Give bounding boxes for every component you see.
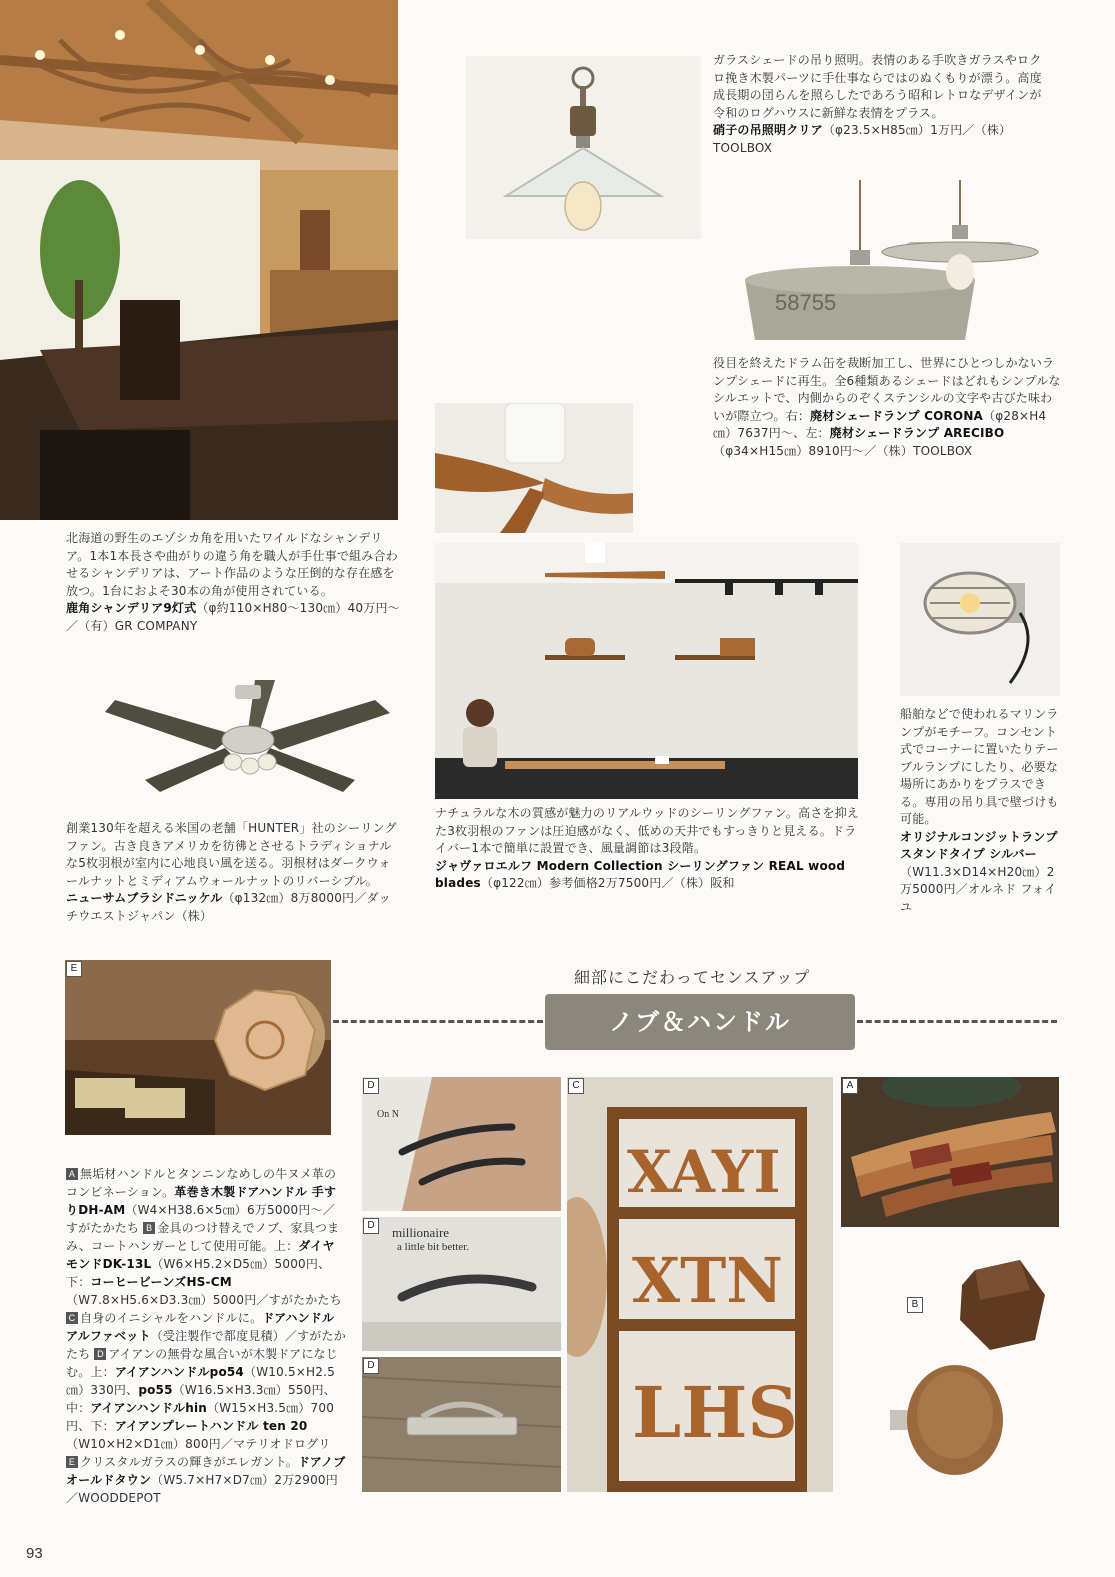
hunter-fan-illustration <box>105 680 395 810</box>
photo-label-e: E <box>66 961 82 977</box>
knob-a-text: 無垢材ハンドルとタンニンなめしの牛ヌメ革のコンビネーション。 <box>66 1167 337 1199</box>
marine-lamp-caption-body: 船舶などで使われるマリンランプがモチーフ。コンセント式でコーナーに置いたりテーブルランプにしたり、必要な場所にあかりをプラスできる。専用の吊り具で壁づけも可能。 <box>900 707 1059 826</box>
wood-fan-closeup-photo <box>435 403 633 533</box>
hunter-fan-caption <box>66 820 400 925</box>
drum-stencil-text: 58755 <box>775 290 837 315</box>
knob-e-detail: （W5.7×H7×D7㎝）2万2900円／WOODDEPOT <box>66 1473 338 1505</box>
iron-handle-top-photo <box>362 1077 561 1211</box>
wood-fan-room-illustration <box>435 543 858 799</box>
drum-lamps-photo <box>730 180 1060 345</box>
glass-pendant-photo <box>466 56 701 239</box>
knob-b-detail-2: （W7.8×H5.6×D3.3㎝）5000円／すがたかたち <box>66 1293 342 1307</box>
marine-lamp-caption <box>900 706 1065 916</box>
iron-handle-middle-photo <box>362 1217 561 1351</box>
wood-fan-product-detail: （φ122㎝）参考価格2万7500円／（株）阪和 <box>480 876 735 890</box>
photo-label-b: B <box>907 1297 923 1313</box>
inline-label-a: A <box>66 1168 78 1180</box>
photo-label-c: C <box>568 1078 584 1094</box>
knob-b-product-2: コーヒービーンズHS-CM <box>90 1275 232 1289</box>
wood-fan-caption-body: ナチュラルな木の質感が魅力のリアルウッドのシーリングファン。高さを抑えた3枚羽根のファンは圧迫感がなく、低めの天井でもすっきりと見える。ドライバー1本で簡単に設置でき、風量調節は3段階。 <box>435 806 860 855</box>
drum-lamps-illustration <box>730 180 1060 345</box>
page-number: 93 <box>26 1545 43 1562</box>
iron-plate-handle-photo <box>362 1357 561 1492</box>
knob-c-text: 自身のイニシャルをハンドルに。 <box>80 1311 263 1325</box>
glass-pendant-product-name: 硝子の吊照明クリア <box>713 123 823 137</box>
leather-handle-illustration <box>841 1077 1059 1227</box>
chandelier-product-name: 鹿角シャンデリア9灯式 <box>66 601 197 615</box>
knob-e-text: クリスタルガラスの輝きがエレガント。 <box>80 1455 298 1469</box>
letters-row-3: LHS <box>632 1371 798 1454</box>
iron-handle-middle-illustration <box>362 1217 561 1351</box>
knob-a-detail: （W4×H38.6×5㎝）6万5000円～／すがたかたち <box>66 1203 335 1235</box>
knob-b-product-1: ダイヤモンドDK-13L <box>66 1239 335 1271</box>
chandelier-caption <box>66 530 400 635</box>
drum-lamp-mid: （φ28×H4㎝）7637円～、左： <box>713 408 1047 440</box>
crystal-knob-photo <box>65 960 331 1135</box>
newspaper-text-2: millionaire <box>392 1225 450 1240</box>
section-divider-left <box>333 1020 543 1023</box>
letters-row-2: XTN <box>632 1244 783 1317</box>
crystal-knob-illustration <box>65 960 331 1135</box>
photo-label-d-3: D <box>363 1358 379 1374</box>
chandelier-caption-body: 北海道の野生のエゾシカ角を用いたワイルドなシャンデリア。1本1本長さや曲がりの違う角を職人が手仕事で組み合わせるシャンデリアは、アート作品のような圧倒的な存在感を放つ。1台におよそ30本の角が使用されている。 <box>66 531 398 598</box>
knob-d-detail-3: （W15×H3.5㎝）700円、下： <box>66 1401 335 1433</box>
knob-d-detail-2: （W16.5×H3.3㎝）550円、中： <box>66 1383 336 1415</box>
knob-c-detail: （受注製作で都度見積）／すがたかたち <box>66 1329 346 1361</box>
knob-d-product-4: アイアンプレートハンドル ten 20 <box>114 1419 308 1433</box>
drum-lamp-product-1: 廃材シェードランプ CORONA <box>810 408 984 423</box>
marine-lamp-photo <box>900 543 1060 696</box>
knob-a-product: 革巻き木製ドアハンドル 手すりDH-AM <box>66 1185 337 1217</box>
inline-label-e: E <box>66 1456 78 1468</box>
marine-lamp-product-detail: （W11.3×D14×H20㎝）2万5000円／オルネド フォイユ <box>900 864 1057 914</box>
chandelier-photo <box>0 0 398 520</box>
knob-d-product-3: アイアンハンドルhin <box>90 1401 208 1415</box>
marine-lamp-illustration <box>900 543 1060 696</box>
hunter-fan-product-detail: （φ132㎝）8万8000円／ダッチウエストジャパン（株） <box>66 891 391 923</box>
wooden-knobs-photo <box>880 1250 1060 1490</box>
newspaper-text-3: a little bit better. <box>397 1241 470 1253</box>
newspaper-text-1: On N <box>377 1109 399 1120</box>
knob-e-product: ドアノブオールドタウン <box>66 1455 346 1487</box>
wood-fan-room-photo <box>435 543 858 799</box>
knob-c-product: ドアハンドルアルファベット <box>66 1311 335 1343</box>
knob-d-product-1: アイアンハンドルpo54 <box>114 1365 244 1379</box>
chandelier-product-detail: （φ約110×H80～130㎝）40万円～／（有）GR COMPANY <box>66 601 400 633</box>
wood-fan-closeup-illustration <box>435 403 633 533</box>
section-subtitle: 細部にこだわってセンスアップ <box>574 968 811 987</box>
wood-fan-caption <box>435 805 865 893</box>
knobs-caption <box>66 1165 346 1507</box>
glass-pendant-illustration <box>466 56 701 239</box>
knob-d-detail-4: （W10×H2×D1㎝）800円／マテリオドログリ <box>66 1437 331 1451</box>
letters-row-1: XAYI <box>627 1138 781 1206</box>
section-divider-right <box>857 1020 1057 1023</box>
drum-lamp-detail: （φ34×H15㎝）8910円～／（株）TOOLBOX <box>713 443 973 458</box>
knob-b-text: 金具のつけ替えでノブ、家具つまみ、コートハンガーとして使用可能。上： <box>66 1221 340 1253</box>
knob-b-detail-1: （W6×H5.2×D5㎝）5000円、下： <box>66 1257 331 1289</box>
knob-d-product-2: po55 <box>138 1383 173 1397</box>
knob-d-detail-1: （W10.5×H2.5㎝）330円、 <box>66 1365 335 1397</box>
inline-label-d: D <box>94 1348 106 1360</box>
section-title: ノブ＆ハンドル <box>545 994 855 1050</box>
hunter-fan-photo <box>105 680 395 810</box>
alphabet-handles-illustration <box>567 1077 833 1492</box>
drum-lamp-product-2: 廃材シェードランプ ARECIBO <box>829 426 1005 440</box>
chandelier-scene <box>0 0 398 520</box>
inline-label-c: C <box>66 1312 78 1324</box>
photo-label-d-2: D <box>363 1218 379 1234</box>
iron-handle-top-illustration <box>362 1077 561 1211</box>
leather-handle-photo <box>841 1077 1059 1227</box>
hunter-fan-caption-body: 創業130年を超える米国の老舗「HUNTER」社のシーリングファン。古き良きアメリカを彷彿とさせるトラディショナルな5枚羽根が室内に心地良い風を送る。羽根材はダークウォールナットとミディアムウォールナットのリバーシブル。 <box>66 821 397 888</box>
knob-d-text: アイアンの無骨な風合いが木製ドアになじむ。上： <box>66 1347 338 1379</box>
wood-fan-product-name: ジャヴァロエルフ Modern Collection シーリングファン REAL wood blades <box>435 858 846 890</box>
wooden-knobs-illustration <box>880 1250 1060 1490</box>
alphabet-handles-photo <box>567 1077 833 1492</box>
inline-label-b: B <box>143 1222 155 1234</box>
marine-lamp-product-name: オリジナルコンジットランプ スタンドタイプ シルバー <box>900 829 1058 861</box>
drum-lamp-caption <box>713 355 1063 460</box>
iron-plate-handle-illustration <box>362 1357 561 1492</box>
glass-pendant-caption <box>713 52 1043 157</box>
photo-label-d-1: D <box>363 1078 379 1094</box>
glass-pendant-caption-body: ガラスシェードの吊り照明。表情のある手吹きガラスやロクロ挽き木製パーツに手仕事ならではのぬくもりが漂う。高度成長期の団らんを照らしたであろう昭和レトロなデザインが令和のログハウスに新鮮な表情をプラス。 <box>713 53 1042 120</box>
photo-label-a: A <box>842 1078 858 1094</box>
hunter-fan-product-name: ニューサムブラシドニッケル <box>66 891 223 905</box>
glass-pendant-product-detail: （φ23.5×H85㎝）1万円／（株）TOOLBOX <box>713 123 1012 155</box>
drum-lamp-caption-body: 役目を終えたドラム缶を裁断加工し、世界にひとつしかないランプシェードに再生。全6種類あるシェードはどれもシンプルなシルエットで、内側からのぞくステンシルの文字や古びた味わいが際立つ。右： <box>713 356 1061 423</box>
